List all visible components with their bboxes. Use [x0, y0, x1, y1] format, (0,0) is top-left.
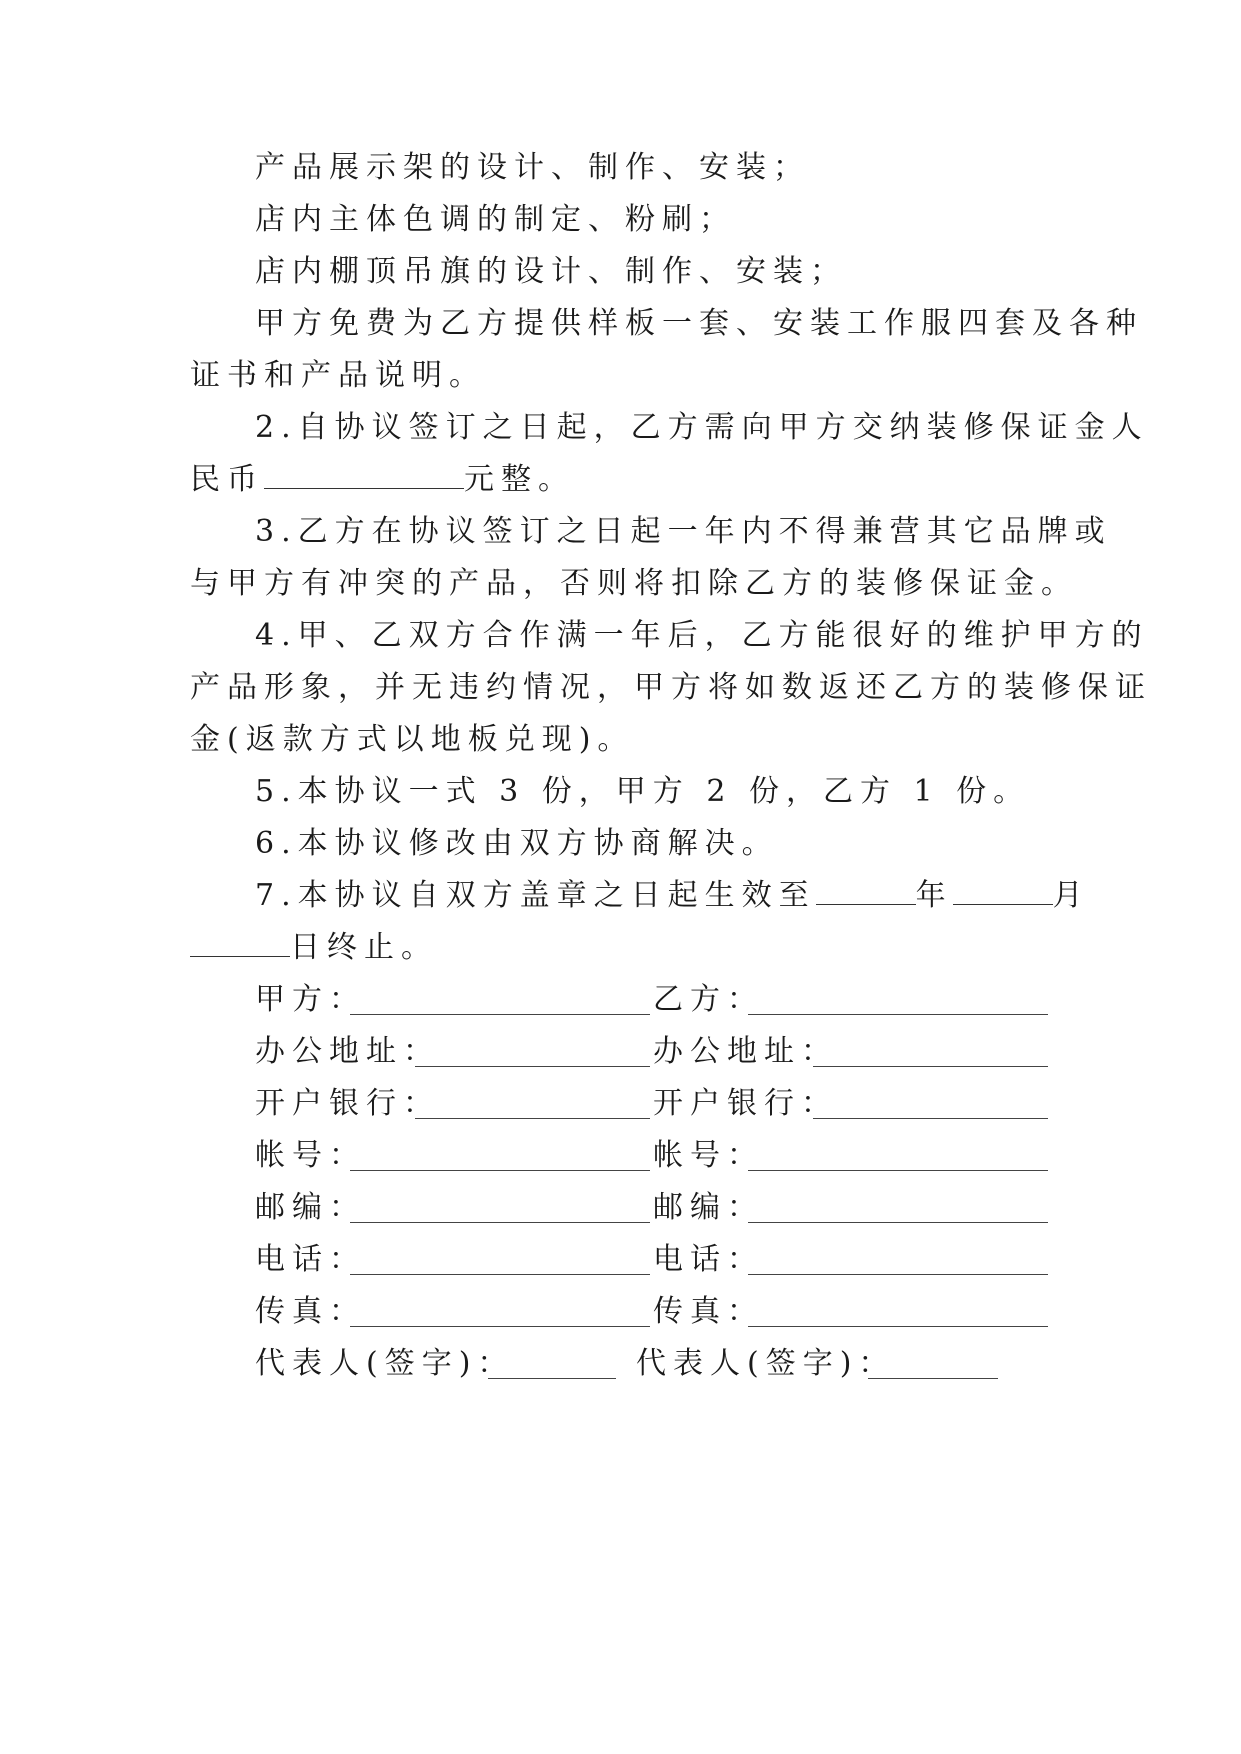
- party-b-line[interactable]: [748, 1014, 1048, 1015]
- account-b-line[interactable]: [748, 1170, 1048, 1171]
- rep-a-label: 代表人(签字)：: [255, 1346, 515, 1381]
- phone-b-line[interactable]: [748, 1274, 1048, 1275]
- phone-b-label: 电话：: [653, 1242, 764, 1277]
- termination-label: 日终止。: [290, 930, 438, 965]
- phone-a-line[interactable]: [350, 1274, 650, 1275]
- account-a-line[interactable]: [350, 1170, 650, 1171]
- rep-b-signature-line[interactable]: [868, 1378, 998, 1379]
- clause-7-line2: [190, 928, 1050, 968]
- address-a-label: 办公地址：: [255, 1034, 440, 1069]
- clause-4-line1: 4.甲、乙双方合作满一年后，乙方能很好的维护甲方的: [255, 618, 1149, 653]
- fax-a-label: 传真：: [255, 1294, 366, 1329]
- rep-a-signature-line[interactable]: [488, 1378, 616, 1379]
- end-year-blank[interactable]: [816, 878, 916, 905]
- clause-3-line1: 3.乙方在协议签订之日起一年内不得兼营其它品牌或: [255, 514, 1112, 549]
- end-day-blank[interactable]: [190, 930, 290, 957]
- address-b-line[interactable]: [813, 1066, 1048, 1067]
- month-label: 月: [1052, 878, 1090, 913]
- party-b-label: 乙方：: [653, 982, 764, 1017]
- party-a-line[interactable]: [350, 1014, 650, 1015]
- clause-2-line2: [190, 460, 1050, 500]
- account-b-label: 帐号：: [653, 1138, 764, 1173]
- clause-4-line2: 产品形象，并无违约情况，甲方将如数返还乙方的装修保证: [190, 670, 1152, 705]
- amount-suffix: 元整。: [464, 462, 575, 497]
- postcode-a-line[interactable]: [350, 1222, 650, 1223]
- clause-3-line2: 与甲方有冲突的产品，否则将扣除乙方的装修保证金。: [190, 566, 1078, 601]
- deposit-amount-blank[interactable]: [264, 462, 464, 489]
- clause-4-line3: 金(返款方式以地板兑现)。: [190, 722, 635, 757]
- party-a-label: 甲方：: [255, 982, 366, 1017]
- end-month-blank[interactable]: [953, 878, 1053, 905]
- clause-2-line1: 2.自协议签订之日起，乙方需向甲方交纳装修保证金人: [255, 410, 1149, 445]
- clause-color-paint: 店内主体色调的制定、粉刷；: [255, 202, 736, 237]
- bank-a-line[interactable]: [415, 1118, 650, 1119]
- bank-a-label: 开户银行：: [255, 1086, 440, 1121]
- clause-6: 6.本协议修改由双方协商解决。: [255, 826, 779, 861]
- clause-7-line1: [255, 876, 1090, 916]
- postcode-a-label: 邮编：: [255, 1190, 366, 1225]
- fax-b-label: 传真：: [653, 1294, 764, 1329]
- address-b-label: 办公地址：: [653, 1034, 838, 1069]
- rep-b-label: 代表人(签字)：: [636, 1346, 896, 1381]
- clause-ceiling-flags: 店内棚顶吊旗的设计、制作、安装；: [255, 254, 847, 289]
- effective-until-label: 7.本协议自双方盖章之日起生效至: [255, 878, 816, 913]
- clause-display-rack: 产品展示架的设计、制作、安装；: [255, 150, 810, 185]
- currency-label: 民币: [190, 462, 264, 497]
- postcode-b-label: 邮编：: [653, 1190, 764, 1225]
- fax-a-line[interactable]: [350, 1326, 650, 1327]
- year-label: 年: [915, 878, 953, 913]
- clause-free-samples-line1: 甲方免费为乙方提供样板一套、安装工作服四套及各种: [255, 306, 1143, 341]
- phone-a-label: 电话：: [255, 1242, 366, 1277]
- bank-b-label: 开户银行：: [653, 1086, 838, 1121]
- address-a-line[interactable]: [415, 1066, 650, 1067]
- clause-5: 5.本协议一式 3 份，甲方 2 份，乙方 1 份。: [255, 774, 1031, 809]
- fax-b-line[interactable]: [748, 1326, 1048, 1327]
- clause-free-samples-line2: 证书和产品说明。: [190, 358, 486, 393]
- account-a-label: 帐号：: [255, 1138, 366, 1173]
- postcode-b-line[interactable]: [748, 1222, 1048, 1223]
- bank-b-line[interactable]: [813, 1118, 1048, 1119]
